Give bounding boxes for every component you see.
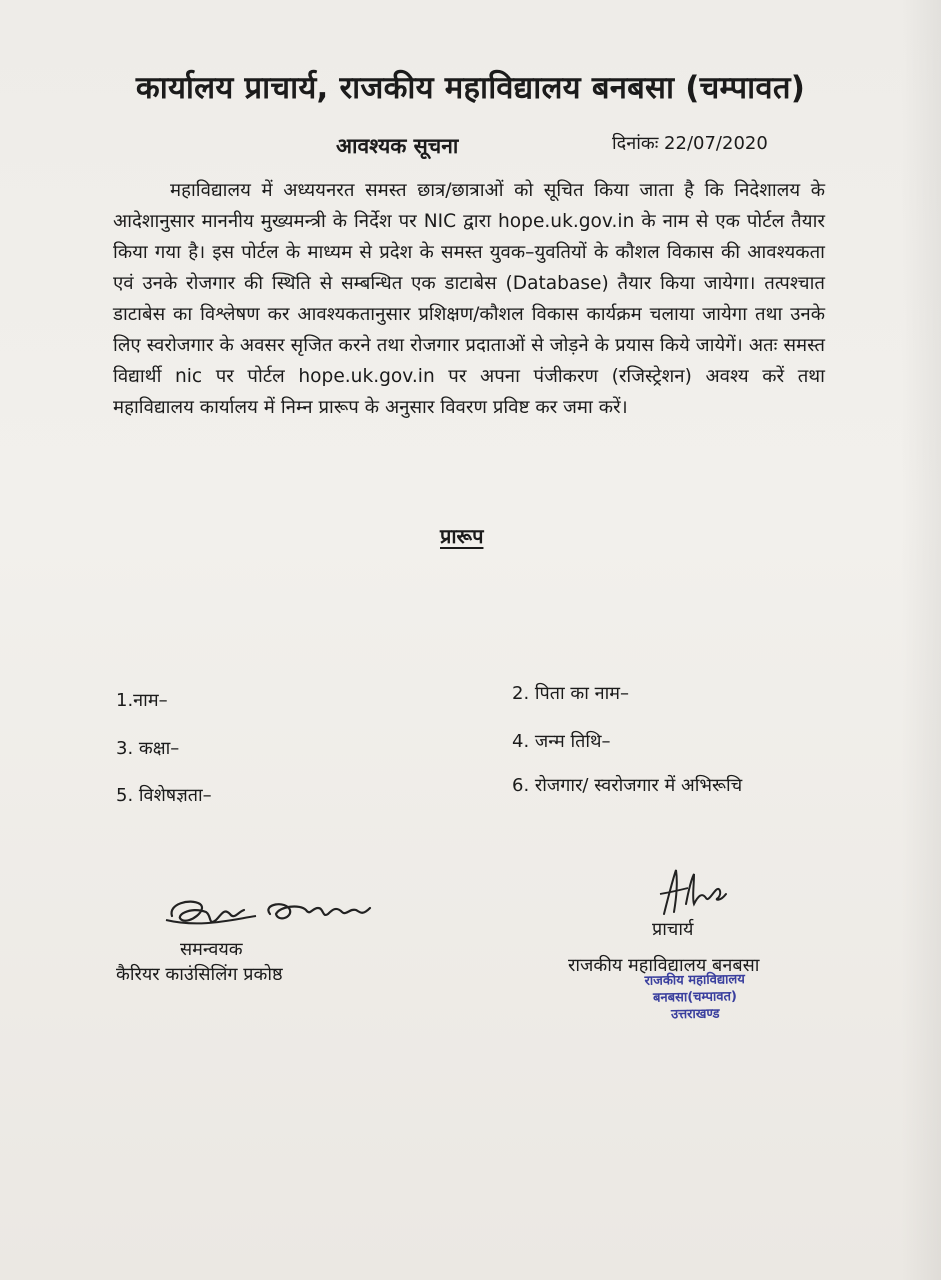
coordinator-office: कैरियर काउंसिलिंग प्रकोष्ठ xyxy=(116,964,283,985)
principal-role: प्राचार्य xyxy=(652,919,694,940)
field-employment-interest: 6. रोजगार/ स्वरोजगार में अभिरूचि xyxy=(512,775,743,796)
stamp-line: बनबसा(चम्पावत) xyxy=(652,989,738,1006)
notice-body: महाविद्यालय में अध्ययनरत समस्त छात्र/छात्राओं को सूचित किया जाता है कि निदेशालय के आदेशानुसार माननीय मुख्यमन्त्री के निर्देश पर NIC द्वारा hope.uk.gov.in के नाम से एक पोर्टल तैयार किया गया है। इस पोर्टल के माध्यम से प्रदेश के समस्त युवक–युवतियों के कौशल विकास की आवश्यकता एवं उनके रोजगार की स्थिति से सम्बन्धित एक डाटाबेस (Database) तैयार किया जायेगा। तत्पश्चात डाटाबेस का विश्लेषण कर आवश्यकतानुसार प्रशिक्षण/कौशल विकास कार्यक्रम चलाया जायेगा तथा उनके लिए स्वरोजगार के अवसर सृजित करने तथा रोजगार प्रदाताओं से जोड़ने के प्रयास किये जायेगें। अतः समस्त विद्यार्थी nic पर पोर्टल hope.uk.gov.in पर अपना पंजीकरण (रजिस्ट्रेशन) अवश्य करें तथा महाविद्यालय कार्यालय में निम्न प्रारूप के अनुसार विवरण प्रविष्ट कर जमा करें। xyxy=(113,180,825,418)
field-dob: 4. जन्म तिथि– xyxy=(512,731,611,752)
field-father-name: 2. पिता का नाम– xyxy=(512,683,630,704)
coordinator-role: समन्वयक xyxy=(180,939,243,960)
principal-office: राजकीय महाविद्यालय बनबसा xyxy=(568,955,760,976)
field-name: 1.नाम– xyxy=(116,690,168,711)
stamp-line: राजकीय महाविद्यालय xyxy=(644,972,745,989)
college-stamp xyxy=(600,970,791,1024)
stamp-line: उत्तराखण्ड xyxy=(670,1006,720,1023)
field-class: 3. कक्षा– xyxy=(116,738,180,759)
principal-signature xyxy=(650,864,730,920)
format-heading: प्रारूप xyxy=(440,524,484,548)
field-specialization: 5. विशेषज्ञता– xyxy=(116,785,212,806)
notice-date: दिनांकः 22/07/2020 xyxy=(612,133,768,154)
coordinator-signature xyxy=(160,890,380,940)
notice-title: आवश्यक सूचना xyxy=(336,134,459,158)
office-header: कार्यालय प्राचार्य, राजकीय महाविद्यालय बनबसा (चम्पावत) xyxy=(135,70,806,106)
paper-shadow xyxy=(901,0,941,1280)
